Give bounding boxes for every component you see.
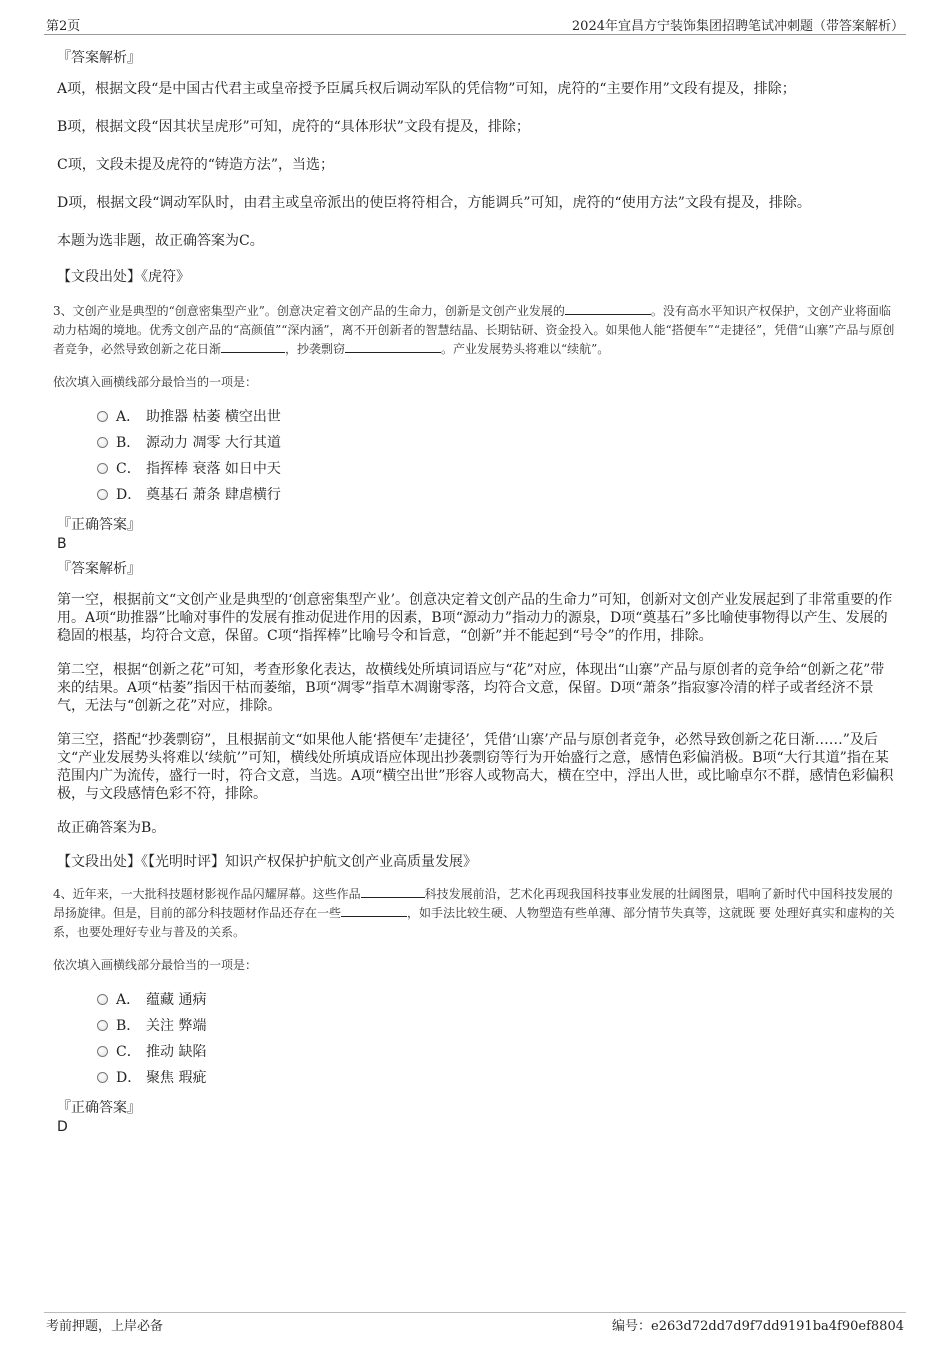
q4-text-part: ，如手法比较生硬、人物塑造有些单薄、部分情节失真等，这就既 要 处理好真实和虚构的关系，也要处理好专业与普及的关系。: [53, 906, 895, 939]
option-letter: A．: [116, 992, 141, 1008]
q4-option-b[interactable]: [97, 1012, 897, 1038]
radio-button-icon[interactable]: [97, 994, 108, 1005]
q3-answer: B: [57, 536, 67, 552]
q3-option-b[interactable]: [97, 429, 897, 455]
q3-option-c[interactable]: [97, 455, 897, 481]
q3-blank-3: [345, 340, 441, 353]
q2-conclusion: 本题为选非题，故正确答案为C。: [57, 233, 264, 249]
option-letter: C．: [116, 461, 141, 477]
radio-button-icon[interactable]: [97, 411, 108, 422]
option-text: 源动力 凋零 大行其道: [146, 435, 281, 451]
q3-answer-label: 『正确答案』: [57, 517, 141, 533]
option-text: 蕴藏 通病: [146, 992, 207, 1008]
q4-option-a[interactable]: [97, 986, 897, 1012]
q3-conclusion: 故正确答案为B。: [57, 820, 166, 836]
q3-option-d[interactable]: [97, 481, 897, 507]
q4-prompt: 依次填入画横线部分最恰当的一项是：: [53, 958, 258, 972]
q3-option-a[interactable]: [97, 403, 897, 429]
q3-question-text: [53, 302, 898, 359]
q3-analysis-paragraph: 第三空，搭配“抄袭剽窃”，且根据前文“如果他人能‘搭便车’走捷径’，凭借‘山寨’产品与原创者竞争，必然导致创新之花日渐……”及后文“产业发展势头将难以‘续航’”可知，横线处所填成语应体现出抄袭剽窃等行为开始盛行之意，感情色彩偏消极。B项“大行其道”指在某范围内广为流传，盛行一时，符合文意，当选。A项“横空出世”形容人或物高大，横在空中，浮出人世，或比喻卓尔不群，感情色彩偏积极，与文段感情色彩不符，排除。: [57, 732, 894, 802]
q4-text-part: 科技发展前沿，艺术化再现我国科技事业发展的壮阔图景，唱响了新时代中国科技发展的昂扬旋律。但是，目前的部分科技题材作品还存在一些: [53, 887, 893, 920]
option-text: 关注 弊端: [146, 1018, 207, 1034]
q3-blank-1: [565, 302, 651, 315]
option-text: 推动 缺陷: [146, 1044, 207, 1060]
q2-analysis-line: C项，文段未提及虎符的“铸造方法”，当选；: [57, 157, 335, 173]
page-content: [53, 48, 897, 1142]
q2-source: 【文段出处】《虎符》: [57, 269, 190, 285]
radio-button-icon[interactable]: [97, 489, 108, 500]
q4-options: [97, 986, 897, 1090]
q3-blank-2: [221, 340, 285, 353]
q3-text-part: 3、文创产业是典型的“创意密集型产业”。创意决定着文创产品的生命力，创新是文创产业发展的: [53, 304, 565, 318]
q4-answer-label: 『正确答案』: [57, 1100, 141, 1116]
page-footer: [44, 1312, 906, 1333]
q2-analysis-line: B项，根据文段“因其状呈虎形”可知，虎符的“具体形状”文段有提及，排除；: [57, 119, 530, 135]
option-text: 奠基石 萧条 肆虐横行: [146, 487, 281, 503]
q4-text-part: 4、近年来，一大批科技题材影视作品闪耀屏幕。这些作品: [53, 887, 361, 901]
q4-blank-1: [361, 885, 425, 898]
page-header: [44, 14, 906, 35]
q3-analysis-paragraph: 第二空，根据“创新之花”可知，考查形象化表达，故横线处所填词语应与“花”对应，体现出“山寨”产品与原创者的竞争给“创新之花”带来的结果。A项“枯萎”指因干枯而萎缩，B项“凋零”指草木凋谢零落，均符合文意，保留。D项“萧条”指寂寥冷清的样子或者经济不景气，无法与“创新之花”对应，排除。: [57, 662, 885, 714]
option-letter: D．: [116, 487, 142, 503]
q3-options: [97, 403, 897, 507]
radio-button-icon[interactable]: [97, 437, 108, 448]
footer-serial-number: 编号：e263d72dd7d9f7dd9191ba4f90ef8804: [612, 1319, 904, 1334]
q3-analysis-label: 『答案解析』: [57, 561, 141, 577]
option-letter: B．: [116, 1018, 141, 1034]
option-text: 助推器 枯萎 横空出世: [146, 409, 281, 425]
option-letter: A．: [116, 409, 141, 425]
q3-analysis-paragraph: 第一空，根据前文“文创产业是典型的‘创意密集型产业’。创意决定着文创产品的生命力”可知，创新对文创产业发展起到了非常重要的作用。A项“助推器”比喻对事件的发展有推动促进作用的因素，B项“源动力”指动力的源泉，D项“奠基石”多比喻使事物得以产生、发展的稳固的根基，均符合文意，保留。C项“指挥棒”比喻号令和旨意，“创新”并不能起到“号令”的作用，排除。: [57, 592, 893, 644]
q4-blank-2: [341, 904, 407, 917]
radio-button-icon[interactable]: [97, 1072, 108, 1083]
q2-analysis-line: D项，根据文段“调动军队时，由君主或皇帝派出的使臣将符相合，方能调兵”可知，虎符的“使用方法”文段有提及，排除。: [57, 195, 811, 211]
q3-source: 【文段出处】《【光明时评】知识产权保护护航文创产业高质量发展》: [57, 854, 477, 870]
q2-analysis-line: A项，根据文段“是中国古代君主或皇帝授予臣属兵权后调动军队的凭信物”可知，虎符的“主要作用”文段有提及，排除；: [57, 81, 796, 97]
option-letter: D．: [116, 1070, 142, 1086]
footer-slogan: 考前押题，上岸必备: [46, 1319, 164, 1334]
option-letter: C．: [116, 1044, 141, 1060]
radio-button-icon[interactable]: [97, 463, 108, 474]
q4-question-text: [53, 885, 898, 942]
q3-prompt: 依次填入画横线部分最恰当的一项是：: [53, 375, 258, 389]
page-number: 第2页: [46, 19, 81, 34]
q3-text-part: ，抄袭剽窃: [285, 342, 346, 356]
q2-analysis-label: 『答案解析』: [57, 50, 141, 66]
q4-answer: D: [57, 1119, 68, 1135]
q3-text-part: 。产业发展势头将难以“续航”。: [441, 342, 610, 356]
option-text: 指挥棒 衰落 如日中天: [146, 461, 281, 477]
option-text: 聚焦 瑕疵: [146, 1070, 207, 1086]
radio-button-icon[interactable]: [97, 1046, 108, 1057]
q3-text-part: 。没有高水平知识产权保护，文创产业将面临动力枯竭的境地。优秀文创产品的“高颜值”“深内涵”，离不开创新者的智慧结晶、长期钻研、资金投入。如果他人能“搭便车”“走捷径”，凭借“山寨”产品与原创者竞争，必然导致创新之花日渐: [53, 304, 895, 356]
q4-option-d[interactable]: [97, 1064, 897, 1090]
radio-button-icon[interactable]: [97, 1020, 108, 1031]
q4-option-c[interactable]: [97, 1038, 897, 1064]
document-title: 2024年宜昌方宁装饰集团招聘笔试冲刺题（带答案解析）: [571, 19, 904, 34]
option-letter: B．: [116, 435, 141, 451]
